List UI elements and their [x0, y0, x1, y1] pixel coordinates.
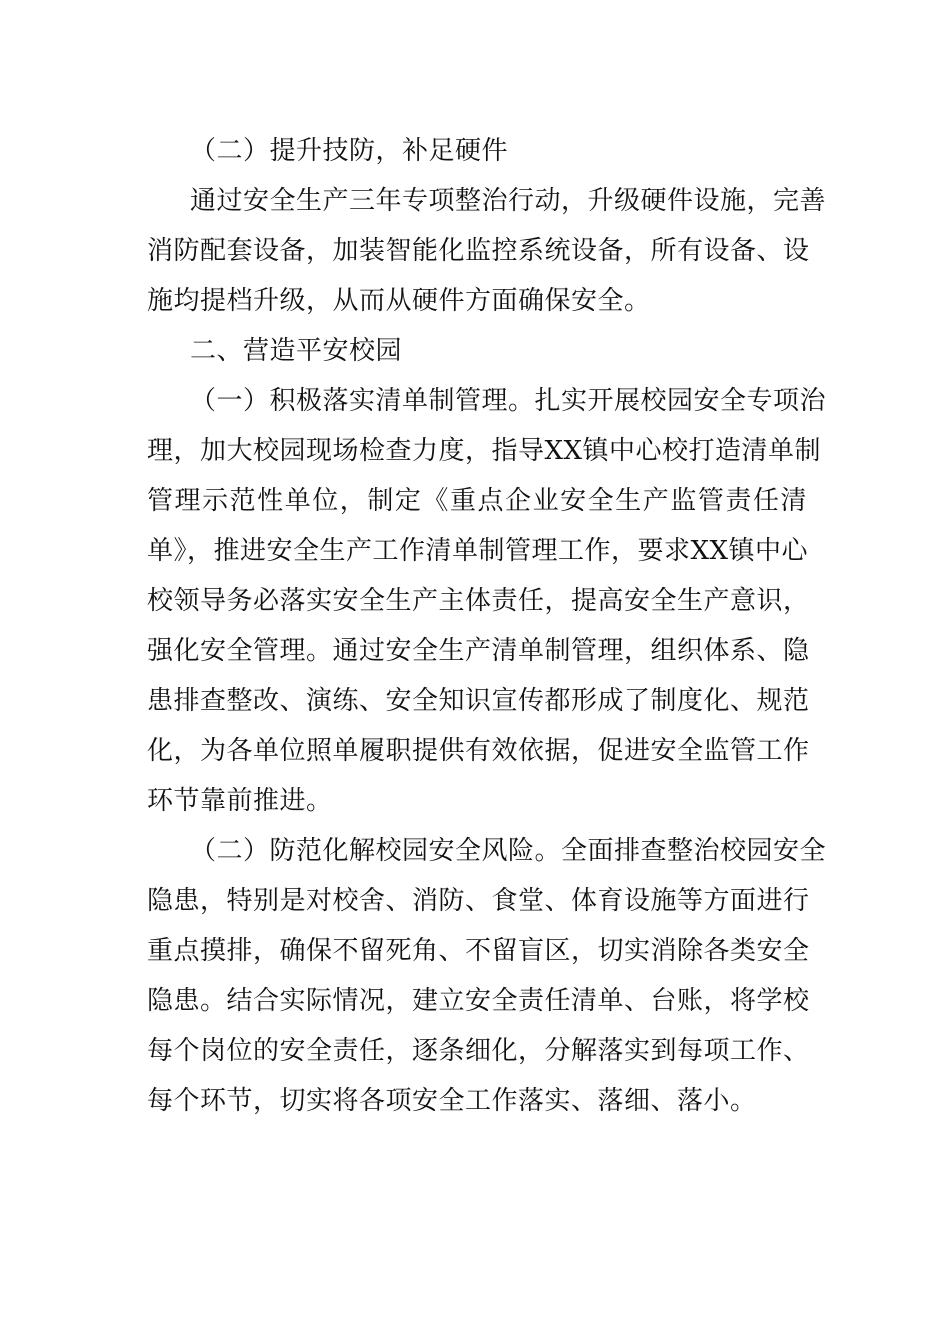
section-heading-safe-campus: 二、营造平安校园	[190, 336, 403, 366]
paragraph-line: 每个环节，切实将各项安全工作落实、落细、落小。	[147, 1086, 757, 1116]
paragraph-line: 每个岗位的安全责任，逐条细化，分解落实到每项工作、	[147, 1036, 810, 1066]
paragraph-line: 隐患，特别是对校舍、消防、食堂、体育设施等方面进行	[147, 886, 810, 916]
paragraph-line: 环节靠前推进。	[147, 786, 333, 816]
paragraph-line: 隐患。结合实际情况，建立安全责任清单、台账，将学校	[147, 986, 810, 1016]
document-body	[147, 126, 827, 1126]
paragraph-line: （一）积极落实清单制管理。扎实开展校园安全专项治	[190, 386, 827, 416]
paragraph-line: 理，加大校园现场检查力度，指导XX镇中心校打造清单制	[147, 436, 822, 466]
paragraph-line: 重点摸排，确保不留死角、不留盲区，切实消除各类安全	[147, 936, 810, 966]
paragraph-line: 校领导务必落实安全生产主体责任，提高安全生产意识，	[147, 586, 810, 616]
paragraph-line: 管理示范性单位，制定《重点企业安全生产监管责任清	[147, 486, 807, 516]
paragraph-line: 患排查整改、演练、安全知识宣传都形成了制度化、规范	[147, 686, 810, 716]
paragraph-line: 化，为各单位照单履职提供有效依据，促进安全监管工作	[147, 736, 810, 766]
paragraph-line: 消防配套设备，加装智能化监控系统设备，所有设备、设	[147, 236, 810, 266]
subheading-upgrade-tech: （二）提升技防，补足硬件	[190, 136, 509, 166]
paragraph-line: 施均提档升级，从而从硬件方面确保安全。	[147, 286, 651, 316]
paragraph-line: 通过安全生产三年专项整治行动，升级硬件设施，完善	[190, 186, 827, 216]
paragraph-line: 单》，推进安全生产工作清单制管理工作，要求XX镇中心	[147, 536, 809, 566]
paragraph-line: （二）防范化解校园安全风险。全面排查整治校园安全	[190, 836, 827, 866]
paragraph-line: 强化安全管理。通过安全生产清单制管理，组织体系、隐	[147, 636, 810, 666]
